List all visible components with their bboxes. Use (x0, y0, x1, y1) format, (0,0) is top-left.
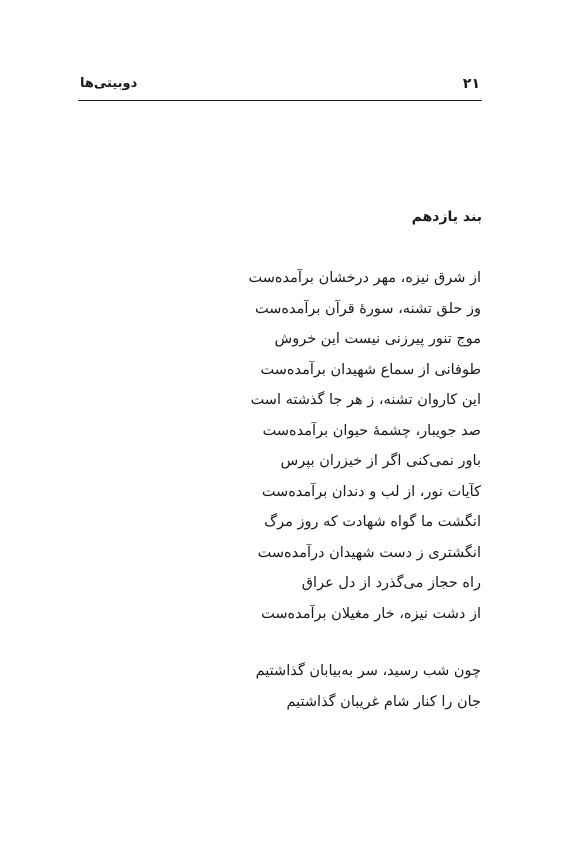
verse-line: انگشت ما گواه شهادت که روز مرگ (264, 514, 481, 530)
verse-line: وز حلق تشنه، سورهٔ قرآن برآمده‌ست (255, 300, 481, 317)
verse-line: باور نمی‌کنی اگر از خیزران بپرس (280, 453, 481, 469)
book-title: دوبیتی‌ها (80, 76, 138, 91)
verse-line: از شرق نیزه، مهر درخشان برآمده‌ست (248, 270, 481, 286)
verse-line: صد جویبار، چشمهٔ حیوان برآمده‌ست (262, 422, 481, 439)
poem-stanza-2 (161, 656, 481, 717)
verse-line: از دشت نیزه، خار مغیلان برآمده‌ست (261, 605, 481, 622)
verse-line: جان را کنار شام غریبان گذاشتیم (286, 693, 481, 710)
verse-line: طوفانی از سماع شهیدان برآمده‌ست (260, 361, 481, 378)
verse-line: این کاروان تشنه، ز هر جا گذشته است (250, 392, 481, 408)
verse-line: چون شب رسید، سر به‌بیابان گذاشتیم (255, 663, 481, 679)
verse-line: راه حجاز می‌گذرد از دل عراق (301, 575, 481, 591)
page-number: ۲۱ (462, 76, 480, 92)
verse-line: انگشتری ز دست شهیدان درآمده‌ست (257, 544, 481, 561)
verse-line: کآیات نور، از لب و دندان برآمده‌ست (261, 483, 481, 500)
verse-line: موج تنور پیرزنی نیست این خروش (274, 331, 481, 347)
poem-stanza-1 (161, 263, 481, 629)
section-title: بند یازدهم (411, 209, 482, 225)
running-header (78, 70, 482, 101)
